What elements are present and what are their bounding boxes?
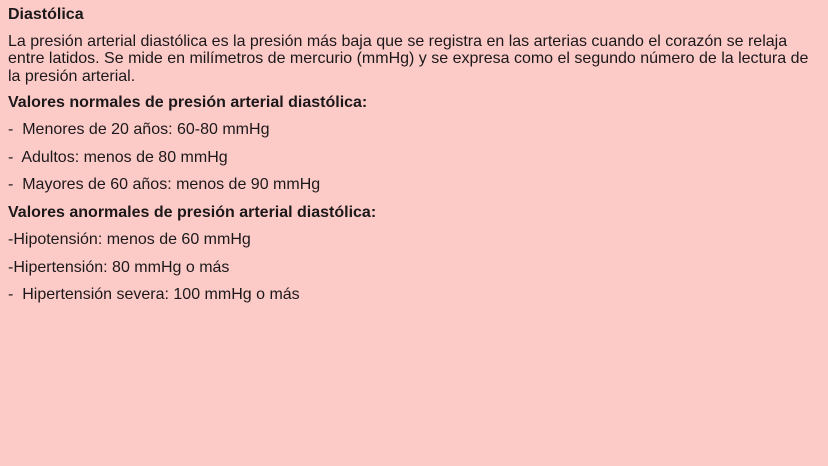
- abnormal-values-heading: Valores anormales de presión arterial diastólica:: [8, 203, 377, 221]
- abnormal-values-item-1: -Hipotensión: menos de 60 mmHg: [8, 231, 251, 249]
- abnormal-values-item-3: - Hipertensión severa: 100 mmHg o más: [8, 286, 300, 304]
- normal-values-item-2: - Adultos: menos de 80 mmHg: [8, 148, 228, 166]
- page-title: Diastólica: [8, 6, 84, 23]
- normal-values-item-3: - Mayores de 60 años: menos de 90 mmHg: [8, 176, 321, 194]
- normal-values-item-1: - Menores de 20 años: 60-80 mmHg: [8, 121, 270, 139]
- intro-paragraph: La presión arterial diastólica es la presión más baja que se registra en las arterias cuando el corazón se relaja entre latidos. Se mide en milímetros de mercurio (mmHg) y se expresa como el segundo número de la lectura de la presión arterial.: [8, 32, 809, 86]
- abnormal-values-item-2: -Hipertensión: 80 mmHg o más: [8, 258, 230, 276]
- normal-values-heading: Valores normales de presión arterial diastólica:: [8, 93, 368, 111]
